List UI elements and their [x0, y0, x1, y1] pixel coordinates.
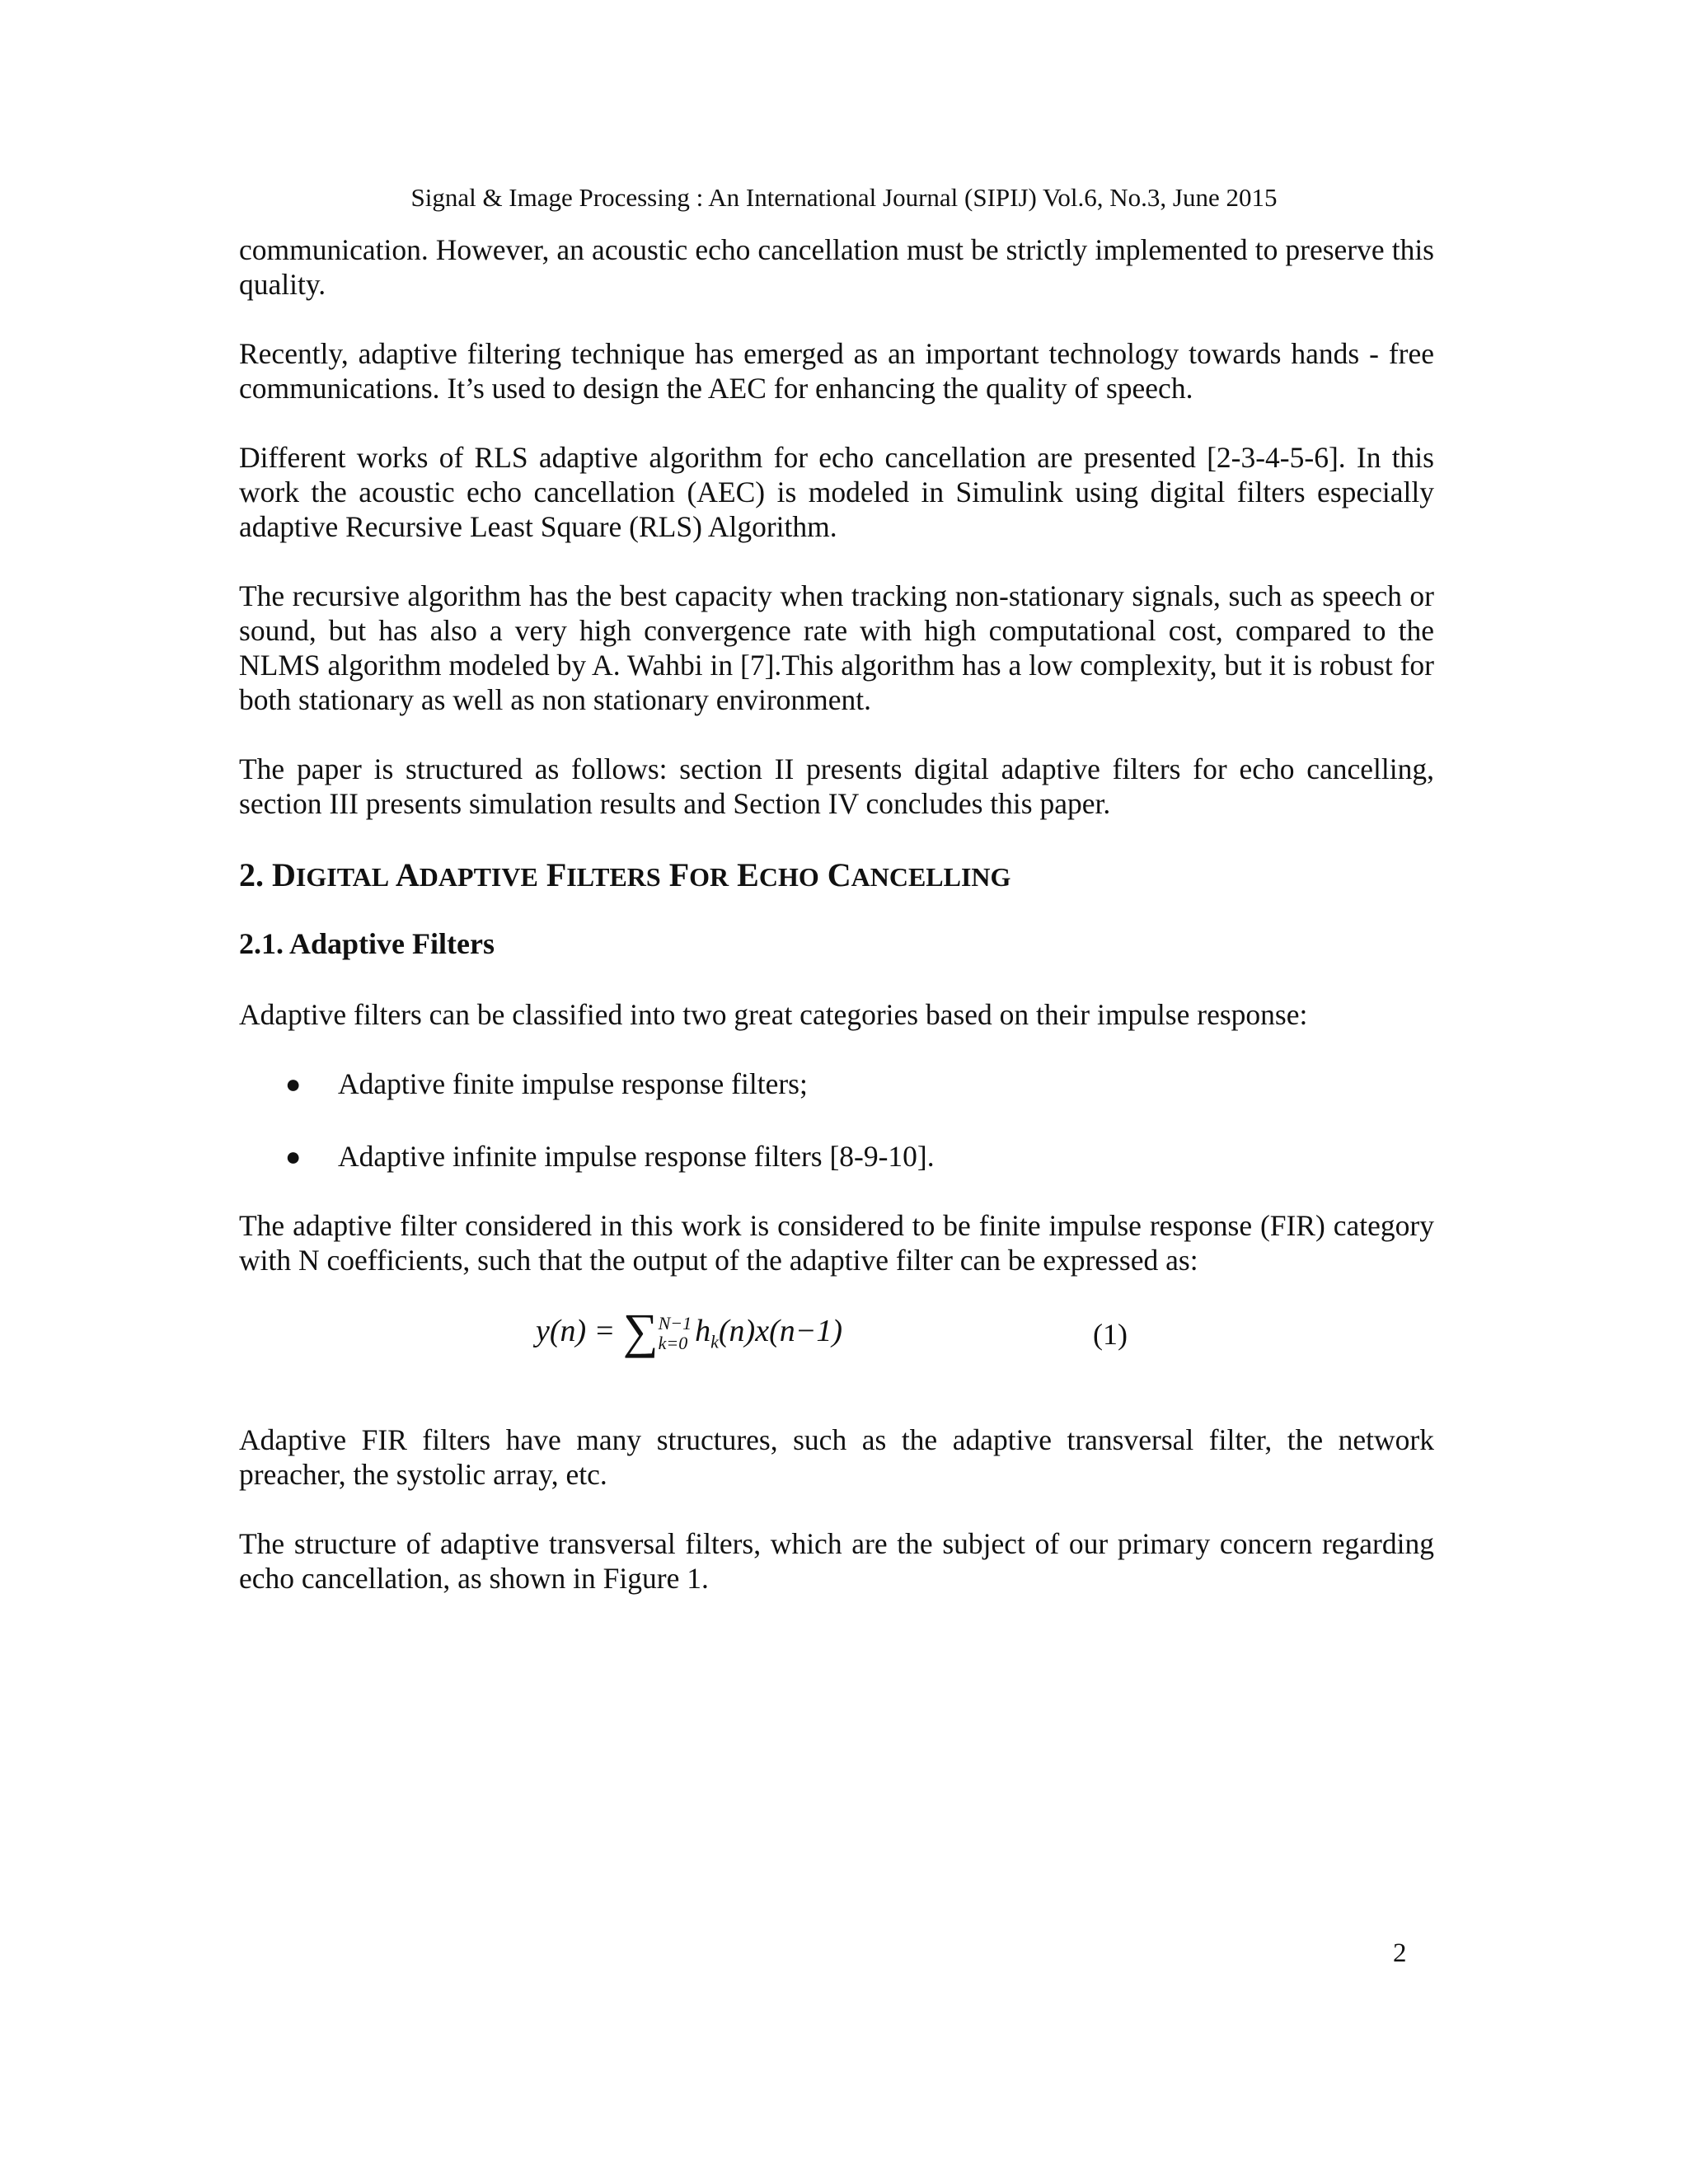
equation-body: y(n) = ∑ N−1 k=0 $h_k(n)x(n-1)$	[536, 1304, 843, 1358]
bullet-icon: ●	[285, 1069, 302, 1099]
section-heading: 2. DIGITAL ADAPTIVE FILTERS FOR ECHO CANCELLING	[239, 856, 1011, 893]
bullet-icon: ●	[285, 1141, 302, 1171]
section-number: 2.	[239, 856, 264, 893]
paragraph: The paper is structured as follows: section II presents digital adaptive filters for echo cancelling, section III presents simulation results and Section IV concludes this paper.	[239, 752, 1434, 820]
running-header: Signal & Image Processing : An International Journal (SIPIJ) Vol.6, No.3, June 2015	[410, 183, 1278, 212]
subsection-heading: 2.1. Adaptive Filters	[239, 927, 495, 960]
page-number: 2	[1393, 1938, 1407, 1968]
paragraph: The recursive algorithm has the best capacity when tracking non-stationary signals, such as speech or sound, but has also a very high convergence rate with high computational cost, compared to the NLMS algorithm modeled by A. Wahbi in [7].This algorithm has a low complexity, but it is robust for both stationary as well as non stationary environment.	[239, 579, 1434, 716]
paragraph: Adaptive filters can be classified into two great categories based on their impulse response:	[239, 998, 1308, 1031]
page-body	[239, 232, 1434, 1596]
summation-icon: ∑	[622, 1304, 659, 1358]
paragraph: communication. However, an acoustic echo cancellation must be strictly implemented to preserve this quality.	[239, 233, 1434, 301]
paragraph: The adaptive filter considered in this work is considered to be finite impulse response (FIR) category with N coefficients, such that the output of the adaptive filter can be expressed as:	[239, 1209, 1434, 1277]
paragraph: The structure of adaptive transversal filters, which are the subject of our primary concern regarding echo cancellation, as shown in Figure 1.	[239, 1527, 1434, 1595]
list-item: ● Adaptive infinite impulse response filters [8-9-10].	[285, 1140, 935, 1173]
paragraph: Recently, adaptive filtering technique has emerged as an important technology towards hands - free communications. It’s used to design the AEC for enhancing the quality of speech.	[239, 337, 1434, 405]
equation-1	[239, 1297, 1434, 1388]
paragraph: Different works of RLS adaptive algorithm for echo cancellation are presented [2-3-4-5-6]. In this work the acoustic echo cancellation (AEC) is modeled in Simulink using digital filters especially adaptive Recursive Least Square (RLS) Algorithm.	[239, 441, 1434, 543]
bullet-list	[239, 1066, 1434, 1174]
paragraph: Adaptive FIR filters have many structures, such as the adaptive transversal filter, the network preacher, the systolic array, etc.	[239, 1423, 1434, 1491]
equation-number: (1)	[1093, 1318, 1128, 1351]
list-item: ● Adaptive finite impulse response filters;	[285, 1067, 808, 1100]
